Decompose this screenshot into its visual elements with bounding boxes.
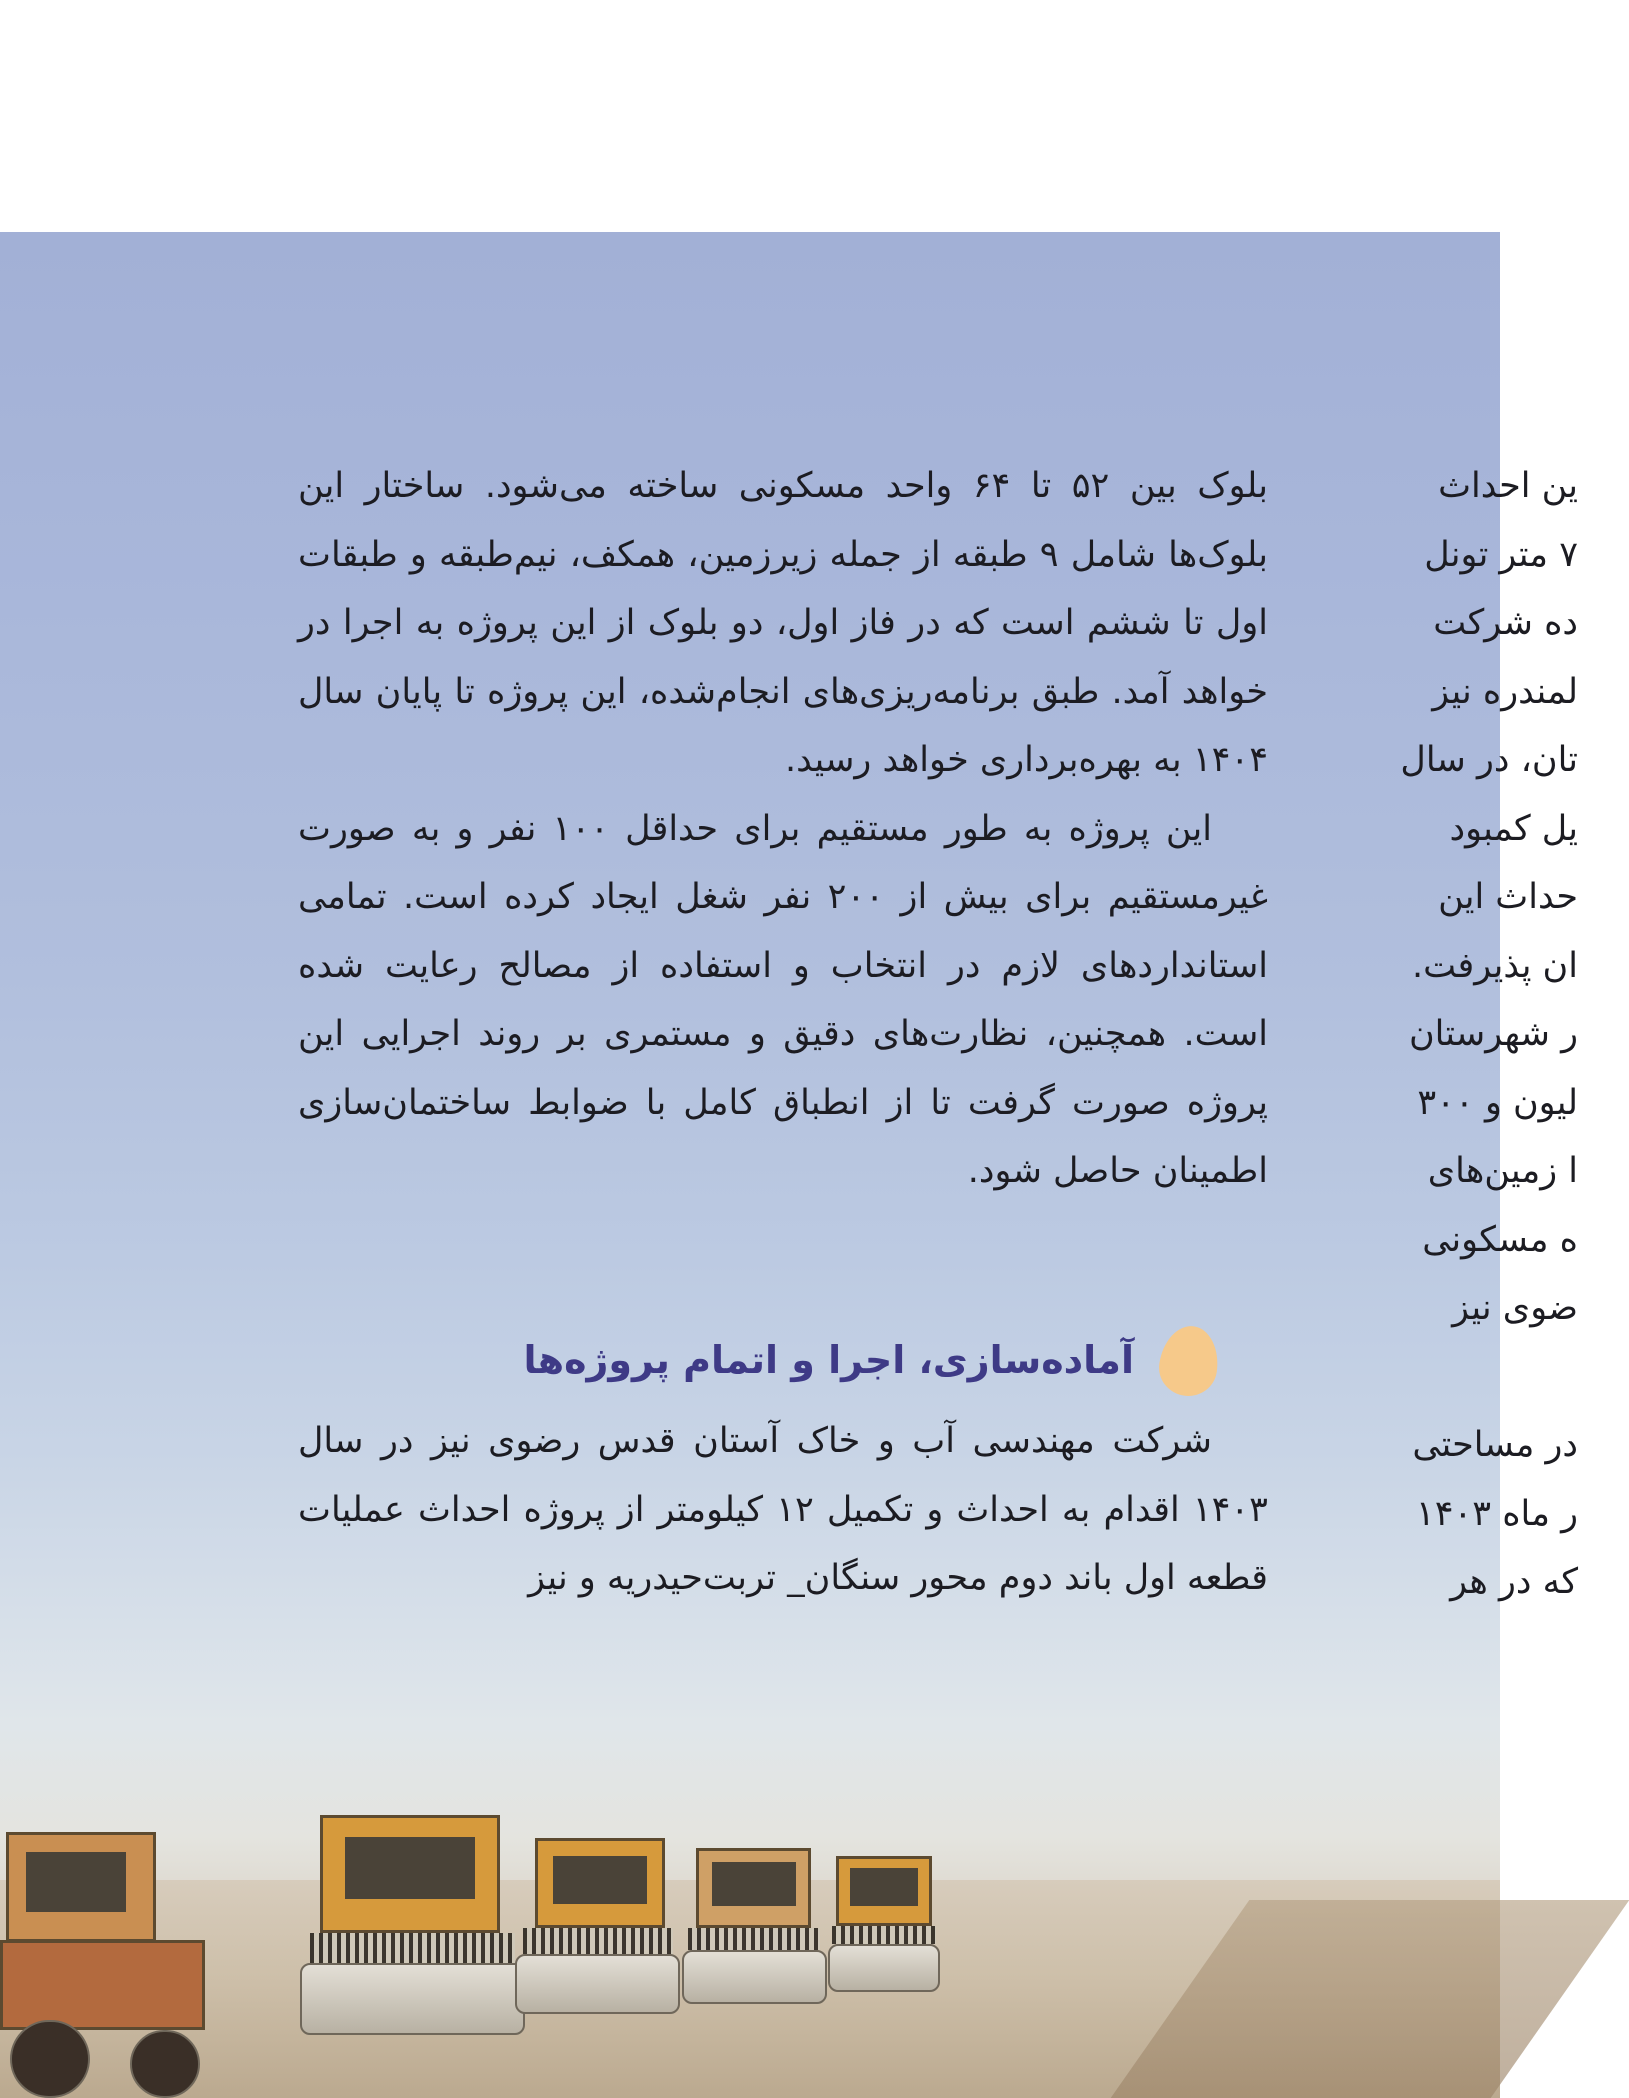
road-roller-image-3 [682,1848,827,2008]
road-roller-image-2 [515,1838,680,2018]
tractor-image [0,1820,210,2098]
right-column-spacer [1318,1343,1578,1412]
section-text-column [298,1407,1268,1613]
right-column-line: تان، در سال [1400,740,1578,780]
paragraph-soil-water-company: شرکت مهندسی آب و خاک آستان قدس رضوی نیز در سال ۱۴۰۳ اقدام به احداث و تکمیل ۱۲ کیلومتر از پروژه احداث عملیات قطعه اول باند دوم محور سنگان_ تربت‌حیدریه و نیز [298,1421,1268,1598]
leaf-bullet-icon [1155,1322,1222,1399]
right-column-line: ۷ متر تونل [1424,534,1578,575]
right-column-line: لیون و ۳۰۰ [1417,1082,1578,1123]
right-column-line: ضوی نیز [1452,1288,1578,1328]
right-column-line: ر شهرستان [1408,1014,1578,1054]
paragraph-building-blocks: بلوک بین ۵۲ تا ۶۴ واحد مسکونی ساخته می‌شود. ساختار این بلوک‌ها شامل ۹ طبقه از جمله زیرزمین، همکف، نیم‌طبقه و طبقات اول تا ششم است که در فاز اول، دو بلوک از این پروژه به اجرا در خواهد آمد. طبق برنامه‌ریزی‌های انجام‌شده، این پروژه تا پایان سال ۱۴۰۴ به بهره‌برداری خواهد رسید. [298,466,1268,780]
road-roller-image-1 [300,1815,525,2040]
right-column-line: ا زمین‌های [1427,1151,1578,1191]
main-text-column [298,452,1268,1206]
right-column-line: ده شرکت [1433,603,1578,643]
road-roller-image-4 [828,1856,940,1996]
right-column-line: حداث این [1438,877,1578,917]
section-heading-text: آماده‌سازی، اجرا و اتمام پروژه‌ها [523,1338,1134,1382]
right-column-line: ان پذیرفت. [1412,945,1578,986]
right-column-line: لمندره نیز [1432,671,1578,712]
right-column-line: که در هر [1450,1562,1578,1602]
right-column-line: ین احداث [1438,466,1578,506]
right-column-line: ه مسکونی [1422,1219,1578,1260]
right-text-column-cropped [1318,452,1578,1617]
right-column-line: یل کمبود [1449,808,1578,849]
right-column-line: ر ماه ۱۴۰۳ [1415,1493,1578,1534]
paragraph-employment: این پروژه به طور مستقیم برای حداقل ۱۰۰ نفر و به صورت غیرمستقیم برای بیش از ۲۰۰ نفر شغل ایجاد کرده است. تمامی استانداردهای لازم در انتخاب و استفاده از مصالح رعایت شده است. همچنین، نظارت‌های دقیق و مستمری بر روند اجرایی این پروژه صورت گرفت تا از انطباق کامل با ضوابط ساختمان‌سازی اطمینان حاصل شود. [298,808,1268,1191]
section-heading [498,1322,1218,1406]
right-column-line: در مساحتی [1412,1425,1578,1465]
